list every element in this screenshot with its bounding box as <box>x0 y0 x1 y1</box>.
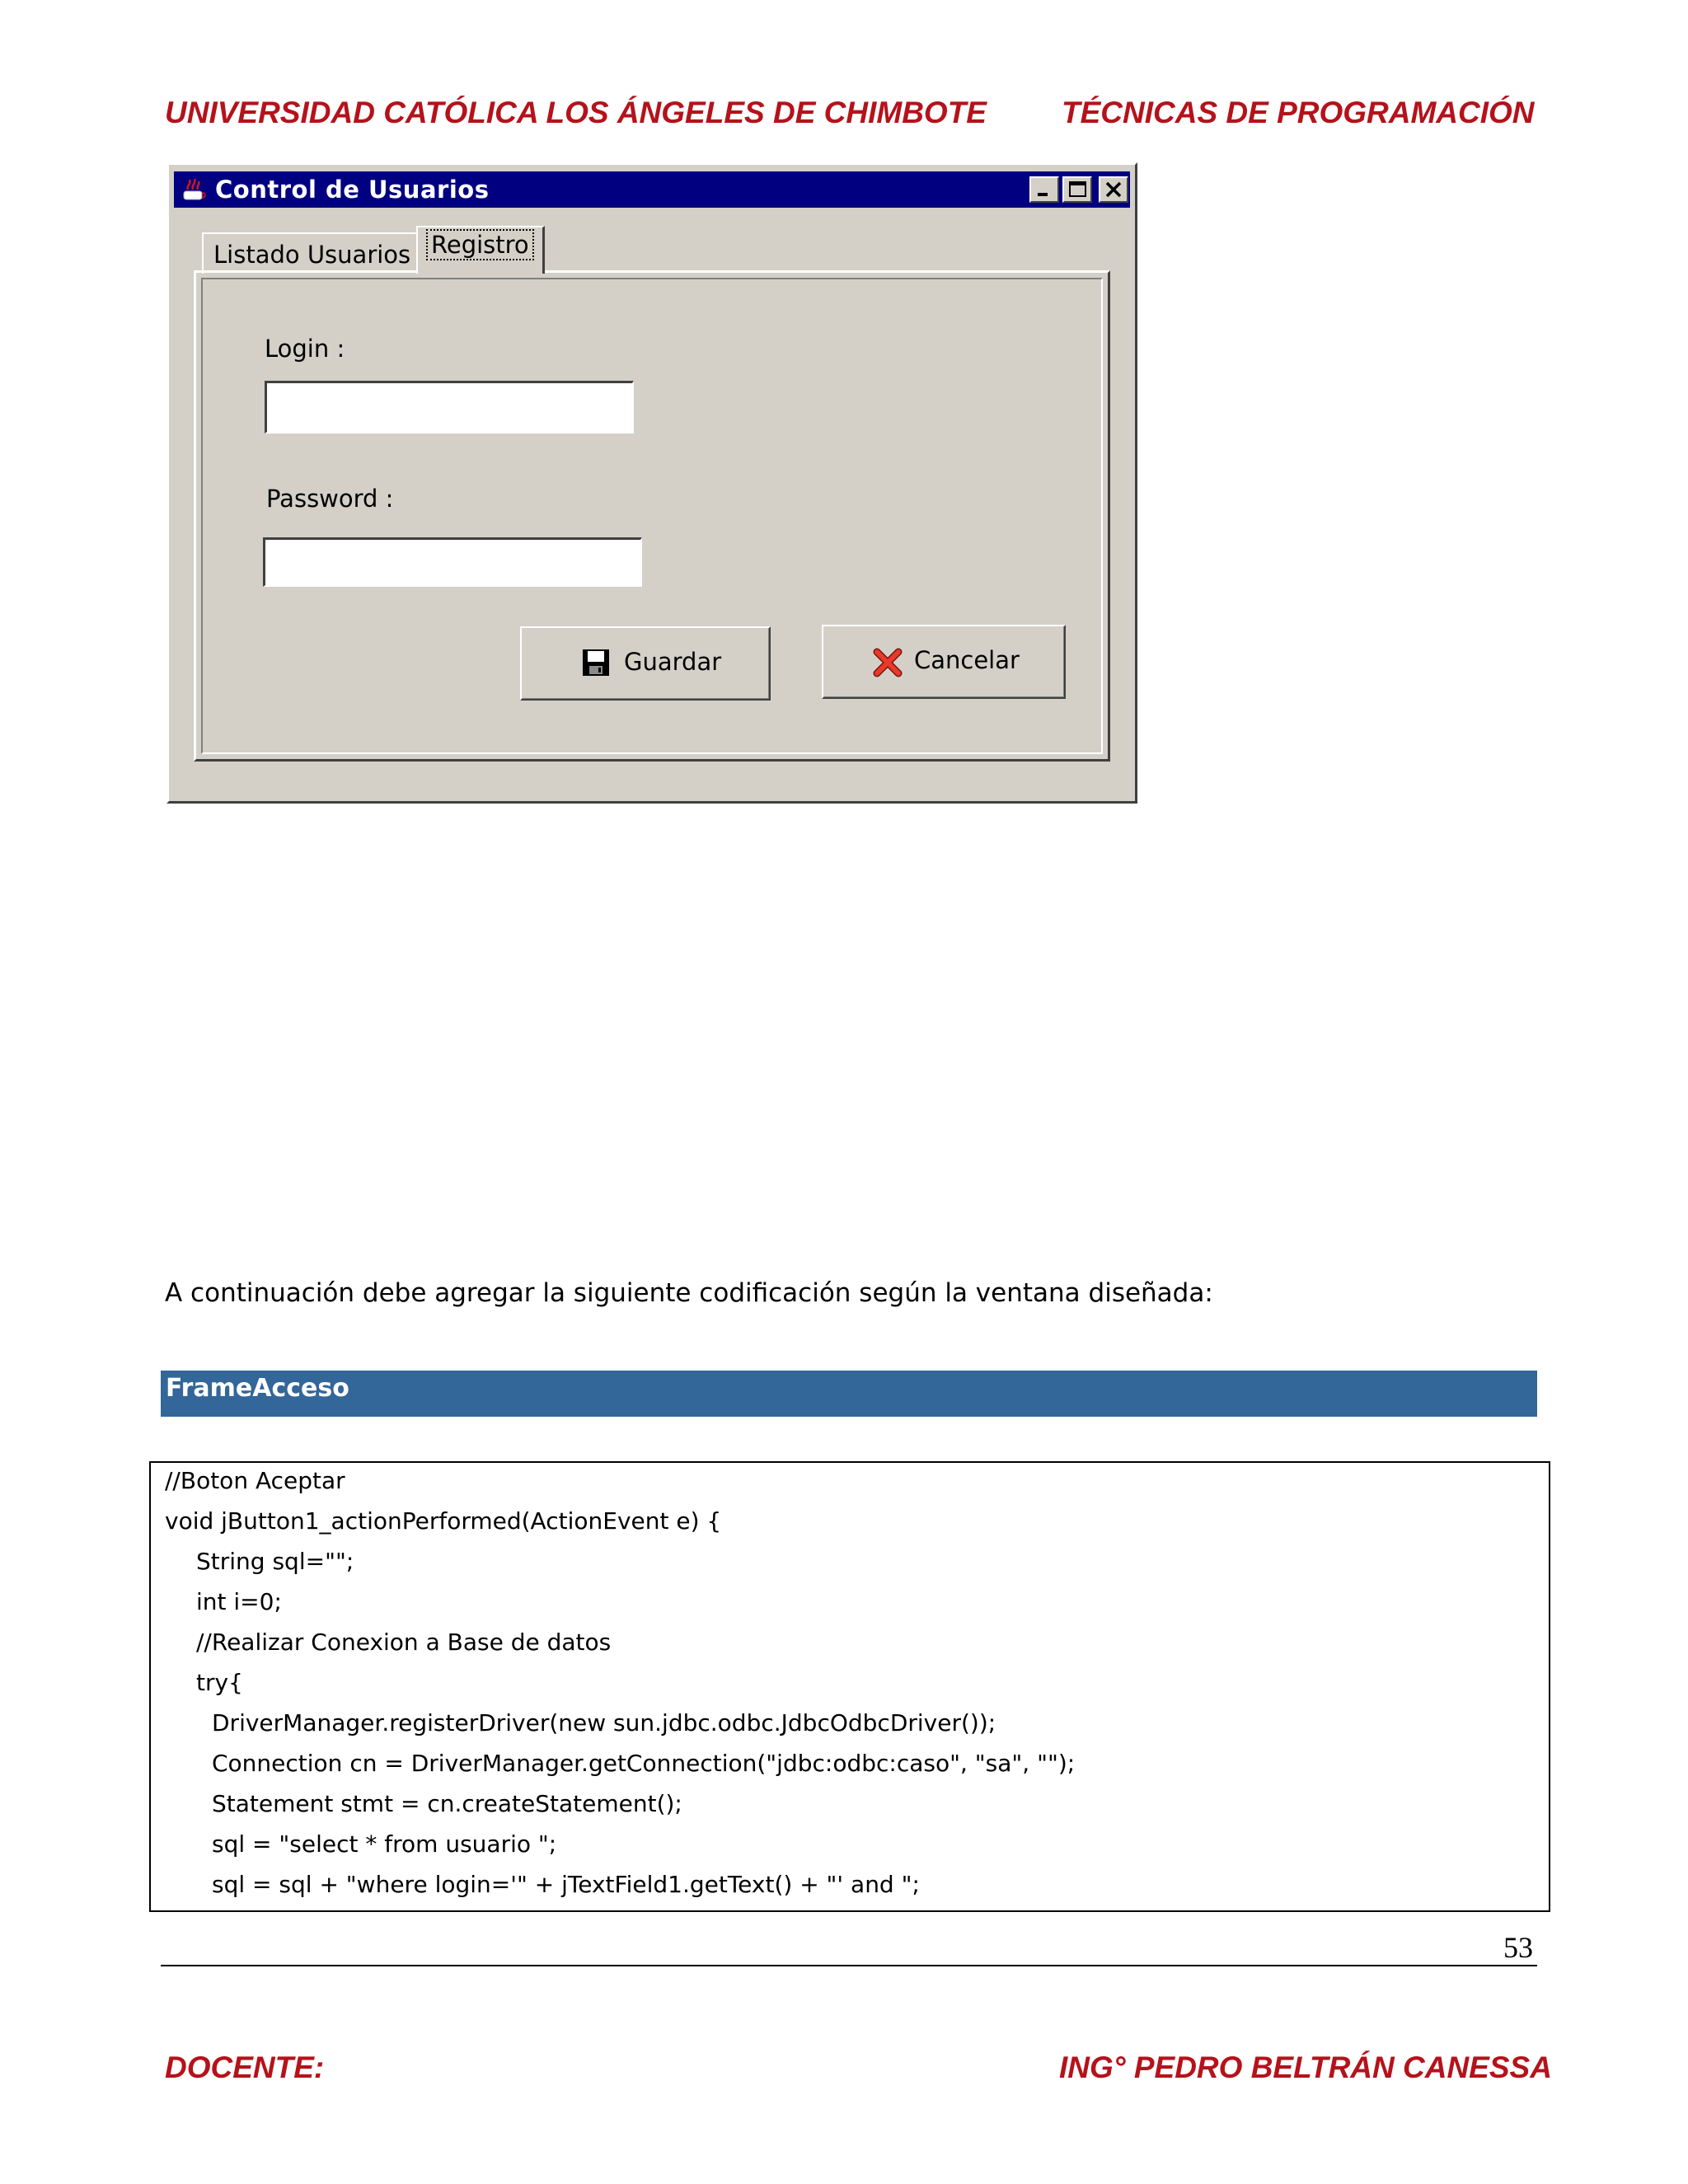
floppy-disk-icon <box>581 648 611 677</box>
page-header <box>0 96 1688 137</box>
code-line: Statement stmt = cn.createStatement(); <box>212 1790 682 1817</box>
cancelar-label: Cancelar <box>914 646 1020 674</box>
tab-listado-label: Listado Usuarios <box>213 241 411 269</box>
code-line: int i=0; <box>196 1588 282 1615</box>
tab-registro-label: Registro <box>426 229 534 260</box>
header-university: UNIVERSIDAD CATÓLICA LOS ÁNGELES DE CHIMBOTE <box>165 96 987 129</box>
window-titlebar[interactable] <box>174 171 1130 208</box>
password-label: Password : <box>266 485 394 513</box>
tab-registro[interactable] <box>416 226 545 274</box>
login-label: Login : <box>265 335 345 363</box>
code-line: //Realizar Conexion a Base de datos <box>196 1629 612 1656</box>
code-line: //Boton Aceptar <box>165 1467 345 1494</box>
maximize-icon <box>1067 180 1087 199</box>
code-line: Connection cn = DriverManager.getConnection("jdbc:odbc:caso", "sa", ""); <box>212 1750 1076 1777</box>
code-line: try{ <box>196 1669 243 1696</box>
login-input[interactable] <box>265 381 634 434</box>
java-app-icon <box>181 176 207 203</box>
cancelar-button[interactable] <box>822 625 1066 699</box>
code-line: sql = "select * from usuario "; <box>212 1830 557 1858</box>
minimize-button[interactable] <box>1029 176 1059 203</box>
footer-teacher-name: ING° PEDRO BELTRÁN CANESSA <box>1059 2050 1552 2084</box>
code-line: String sql=""; <box>196 1548 354 1575</box>
minimize-icon <box>1034 180 1054 199</box>
page-number: 53 <box>1503 1931 1533 1964</box>
page-footer <box>0 2050 1688 2092</box>
maximize-button[interactable] <box>1062 176 1092 203</box>
code-line: sql = sql + "where login='" + jTextField1.getText() + "' and "; <box>212 1871 920 1898</box>
page-rule <box>161 1965 1537 1966</box>
intro-paragraph: A continuación debe agregar la siguiente codificación según la ventana diseñada: <box>165 1278 1213 1308</box>
tab-listado-usuarios[interactable] <box>202 232 422 274</box>
code-block <box>149 1461 1550 1912</box>
cancel-x-icon <box>873 648 903 677</box>
code-line: DriverManager.registerDriver(new sun.jdbc.odbc.JdbcOdbcDriver()); <box>212 1709 996 1736</box>
password-input[interactable] <box>263 537 642 587</box>
code-line: void jButton1_actionPerformed(ActionEvent e) { <box>165 1507 722 1535</box>
control-usuarios-window <box>166 162 1137 804</box>
guardar-label: Guardar <box>624 648 722 676</box>
header-course: TÉCNICAS DE PROGRAMACIÓN <box>1062 96 1535 129</box>
section-title-bar <box>161 1371 1537 1417</box>
guardar-button[interactable] <box>520 626 771 701</box>
close-button[interactable] <box>1099 176 1128 203</box>
window-title: Control de Usuarios <box>215 176 490 204</box>
close-icon <box>1104 180 1123 199</box>
footer-docente: DOCENTE: <box>165 2050 325 2084</box>
section-title: FrameAcceso <box>166 1374 349 1403</box>
